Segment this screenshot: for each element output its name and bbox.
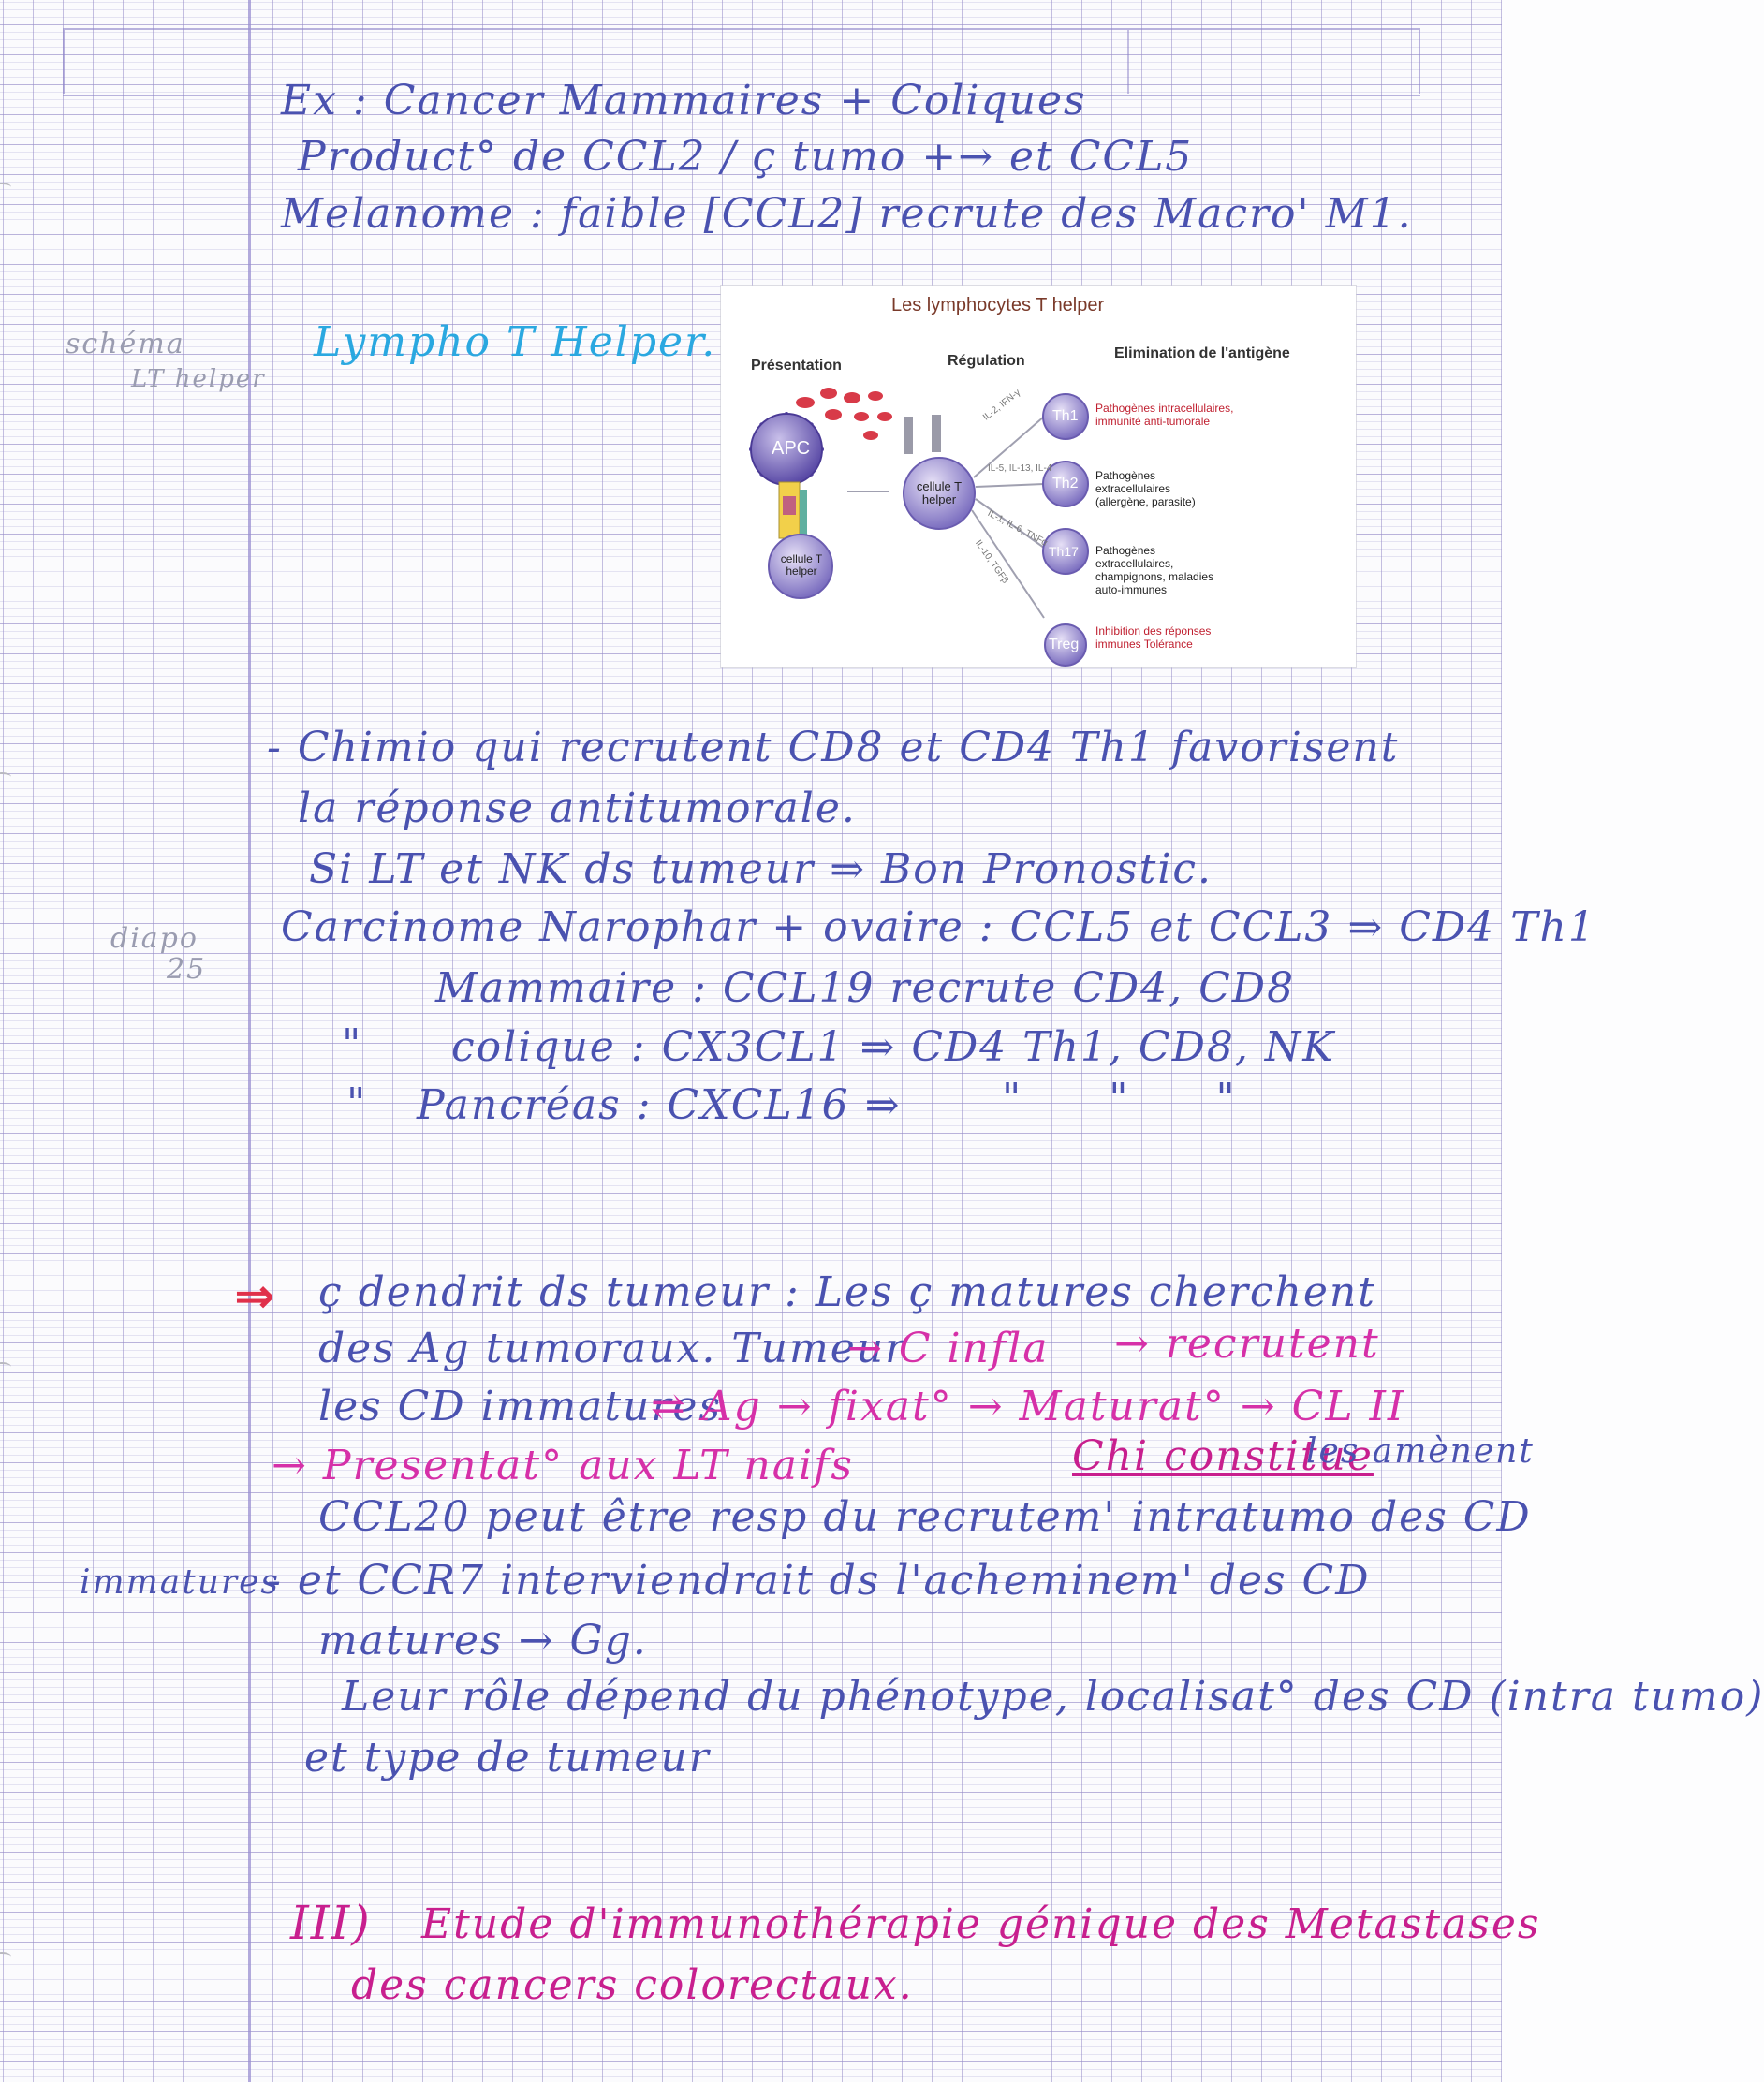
note-line: Pancréas : CXCL16 ⇒ [417, 1081, 902, 1129]
note-line: - Chimio qui recrutent CD8 et CD4 Th1 favorisent [267, 724, 1400, 771]
note-line: matures → Gg. [318, 1617, 648, 1664]
arrow-label: IL-2, IFN-γ [981, 387, 1022, 423]
th1-label: Th1 [1052, 408, 1079, 424]
punch-hole [0, 183, 11, 192]
cell-label-mid: cellule T helper [916, 479, 963, 506]
margin-note: 25 [167, 953, 207, 986]
col-elimination: Elimination de l'antigène [1114, 345, 1290, 361]
th2-label: Th2 [1052, 476, 1079, 491]
th17-label: Th17 [1049, 544, 1079, 559]
note-line: Melanome : faible [CCL2] recrute des Macro' M1. [281, 190, 1413, 238]
note-line: Ex : Cancer Mammaires + Coliques [281, 77, 1087, 125]
margin-note: diapo [110, 922, 198, 955]
arrow-label: IL-10, TGFβ [972, 538, 1010, 586]
margin-note: schéma [66, 328, 185, 360]
ditto-marks: " " " [1002, 1075, 1272, 1122]
note-line: Mammaire : CCL19 recrute CD4, CD8 [435, 964, 1296, 1012]
th17-desc: Pathogènes extracellulaires, champignons, maladies auto-immunes [1095, 544, 1214, 596]
note-line: Carcinome Narophar + ovaire : CCL5 et CCL3 ⇒ CD4 Th1 [281, 903, 1596, 951]
diagram-graphics [721, 286, 1356, 667]
arrow-label: IL-5, IL-13, IL-4 [988, 463, 1052, 474]
margin-note: immatures [80, 1563, 280, 1602]
note-line: des Ag tumoraux. Tumeur [318, 1325, 907, 1372]
note-line: la réponse antitumorale. [298, 784, 857, 832]
arrow-label: IL-1, IL-6, TNFα [985, 508, 1050, 549]
treg-desc: Inhibition des réponses immunes Tolérance [1095, 624, 1212, 651]
cell-label-left: cellule T helper [780, 552, 823, 578]
red-arrow-icon: ⇒ [234, 1268, 275, 1325]
note-line: ç dendrit ds tumeur : Les ç matures cherchent [318, 1268, 1376, 1316]
section-heading: Lympho T Helper. [314, 318, 717, 366]
note-line: → C infla [847, 1325, 1050, 1372]
col-presentation: Présentation [751, 358, 842, 374]
note-line: CCL20 peut être resp du recrutem' intratumo des CD [318, 1493, 1532, 1541]
note-line: Product° de CCL2 / ç tumo +→ et CCL5 [298, 133, 1194, 181]
punch-hole [0, 772, 11, 782]
section-title: des cancers colorectaux. [351, 1961, 914, 2009]
note-line: Si LT et NK ds tumeur ⇒ Bon Pronostic. [309, 845, 1213, 893]
section-title: Etude d'immunothérapie génique des Metastases [421, 1900, 1541, 1948]
th1-desc: Pathogènes intracellulaires, immunité anti-tumorale [1095, 402, 1234, 428]
punch-hole [0, 1952, 11, 1961]
note-line: Chi constitue [1072, 1432, 1374, 1480]
diagram-title: Les lymphocytes T helper [891, 295, 1105, 315]
note-line: les amènent [1306, 1432, 1535, 1471]
margin-line [248, 0, 251, 2082]
margin-note: LT helper [131, 365, 266, 393]
note-line: et type de tumeur [304, 1734, 711, 1781]
note-line: Leur rôle dépend du phénotype, localisat° des CD (intra tumo) [342, 1673, 1764, 1721]
col-regulation: Régulation [948, 353, 1025, 369]
ditto-mark: " [342, 1020, 363, 1068]
section-number: III) [290, 1896, 372, 1950]
note-line: - et CCR7 interviendrait ds l'acheminem' des CD [267, 1557, 1371, 1605]
lymphocyte-diagram [721, 286, 1356, 667]
note-line: → Presentat° aux LT naifs [272, 1442, 854, 1489]
ditto-mark: " [346, 1079, 368, 1127]
note-line: → recrutent [1114, 1320, 1380, 1368]
note-line: colique : CX3CL1 ⇒ CD4 Th1, CD8, NK [451, 1023, 1336, 1071]
note-line: les CD immatures [318, 1383, 723, 1430]
th2-desc: Pathogènes extracellulaires (allergène, parasite) [1095, 469, 1196, 508]
treg-label: Treg [1049, 637, 1080, 652]
punch-hole [0, 1362, 11, 1371]
note-line: ⇌ Ag → fixat° → Maturat° → CL II [651, 1383, 1406, 1430]
t-helper-cell-mid [904, 415, 975, 529]
apc-label: APC [772, 438, 811, 459]
